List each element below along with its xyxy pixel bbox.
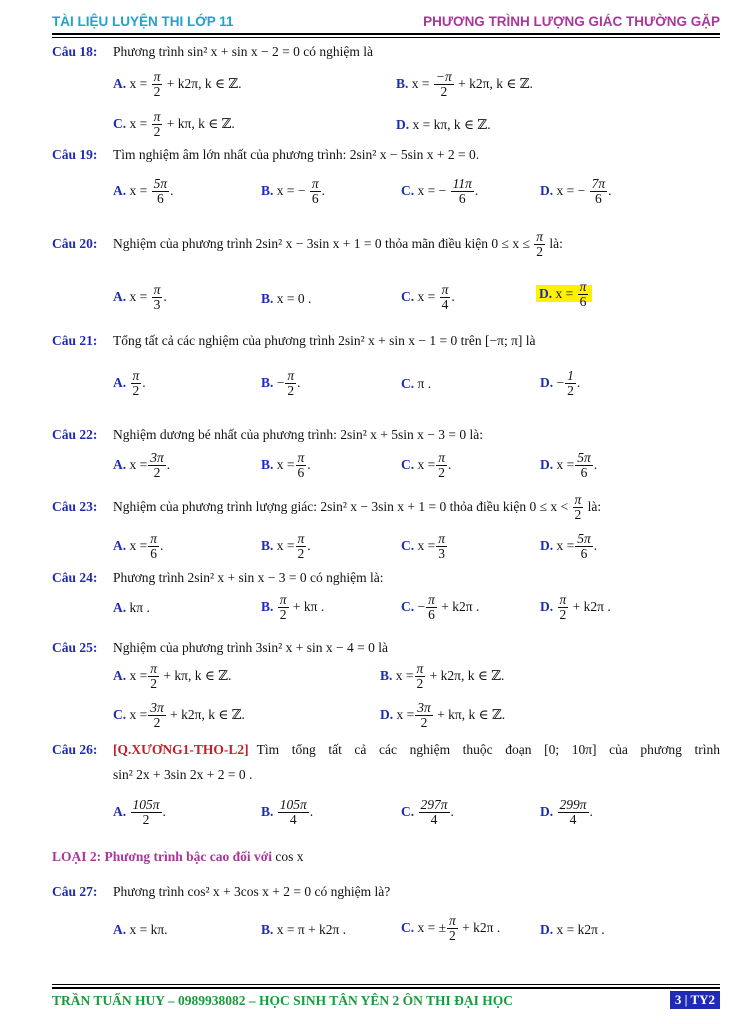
option-prefix: −	[276, 374, 285, 390]
question-24	[52, 570, 720, 586]
numerator: π	[449, 913, 456, 928]
option-letter: D.	[540, 456, 554, 472]
question-20	[52, 230, 720, 259]
option-suffix: + kπ, k ∈ ℤ.	[166, 115, 235, 131]
numerator: π	[574, 492, 582, 507]
question-text: Phương trình sin² x + sin x − 2 = 0 có nghiệm là	[113, 44, 373, 59]
option-suffix: + k2π, k ∈ ℤ.	[458, 75, 533, 91]
fraction	[415, 662, 426, 691]
option-letter: D.	[540, 374, 554, 390]
option-prefix: x =	[396, 706, 415, 722]
denominator: 2	[420, 715, 428, 731]
fraction	[310, 177, 321, 206]
option-letter: D.	[540, 803, 554, 819]
option-letter: D.	[540, 922, 554, 937]
fraction	[575, 451, 593, 480]
option-d[interactable]: D. x = $\frac{5\pi}{6}$ .	[540, 450, 598, 481]
fraction	[419, 798, 450, 827]
option-letter: B.	[261, 598, 274, 614]
question-number: Câu 20:	[52, 235, 98, 251]
option-prefix: x = −	[276, 182, 306, 198]
question-text: Nghiệm của phương trình 2sin² x − 3sin x + 1 = 0 thỏa mãn điều kiện 0 ≤ x ≤	[113, 235, 530, 251]
option-suffix: + k2π, k ∈ ℤ.	[429, 667, 505, 683]
fraction	[131, 798, 162, 827]
numerator: π	[559, 592, 567, 607]
option-c[interactable]: C. $\frac{297\pi}{4}$ .	[401, 797, 454, 828]
option-prefix: x =	[129, 537, 148, 553]
option-c[interactable]: C. x = − $\frac{11\pi}{6}$ .	[401, 176, 479, 207]
fraction	[534, 230, 545, 259]
option-a[interactable]: A. $\frac{\pi}{2}$ .	[113, 368, 146, 399]
header-left-title: TÀI LIỆU LUYỆN THI LỚP 11	[52, 14, 234, 29]
option-d[interactable]	[380, 701, 505, 730]
option-prefix: x =	[417, 537, 436, 553]
denominator: 2	[150, 676, 157, 692]
option-letter: C.	[401, 537, 415, 553]
denominator: 4	[430, 812, 438, 828]
option-text: x = π + k2π .	[276, 922, 347, 937]
question-26	[52, 742, 720, 758]
denominator: 6	[150, 546, 157, 562]
option-prefix: x =	[395, 667, 414, 683]
option-d[interactable]: D. $\frac{299\pi}{4}$ .	[540, 797, 593, 828]
option-letter: C.	[401, 376, 415, 391]
question-23	[52, 493, 720, 522]
numerator: 3π	[150, 450, 164, 465]
denominator: 2	[567, 383, 574, 399]
option-letter: D.	[540, 182, 554, 198]
question-number: Câu 27:	[52, 884, 98, 899]
fraction	[296, 451, 307, 480]
option-suffix: + kπ, k ∈ ℤ.	[163, 667, 232, 683]
option-letter: A.	[113, 667, 127, 683]
fraction	[440, 283, 451, 312]
option-text: x = 0 .	[276, 291, 312, 306]
option-letter: A.	[113, 75, 127, 91]
numerator: 105π	[279, 797, 307, 812]
option-c[interactable]: C. x = $\frac{\pi}{4}$ .	[401, 282, 455, 313]
numerator: 1	[567, 368, 574, 383]
option-suffix: + k2π .	[441, 598, 480, 614]
option-prefix: x =	[276, 537, 295, 553]
numerator: π	[428, 592, 435, 607]
section-expression: cos x	[275, 849, 304, 864]
fraction	[278, 798, 309, 827]
option-a[interactable]	[113, 70, 242, 99]
question-text: Tổng tất cả các nghiệm của phương trình 2sin² x + sin x − 1 = 0 trên [−π; π] là	[113, 333, 536, 348]
option-suffix: + k2π .	[462, 919, 501, 935]
denominator: 2	[559, 607, 567, 623]
numerator: π	[150, 531, 158, 546]
denominator: 2	[153, 715, 161, 731]
numerator: 5π	[153, 176, 168, 191]
option-d[interactable]: D. x = − $\frac{7\pi}{6}$ .	[540, 176, 612, 207]
question-26-continuation: sin² 2x + 3sin 2x + 2 = 0 .	[113, 767, 253, 782]
question-text: Nghiệm của phương trình 3sin² x + sin x − 4 = 0 là	[113, 640, 388, 655]
numerator: 11π	[452, 176, 472, 191]
highlighted-answer	[536, 279, 592, 310]
fraction	[148, 532, 159, 561]
fraction	[152, 177, 170, 206]
question-22	[52, 427, 720, 443]
option-letter: B.	[261, 803, 274, 819]
option-c[interactable]: C. x = $\frac{\pi}{2}$ .	[401, 450, 452, 481]
option-prefix: x = ±	[417, 919, 447, 935]
fraction	[573, 493, 584, 522]
option-prefix: x =	[556, 456, 575, 472]
denominator: 2	[416, 676, 424, 692]
denominator: 6	[580, 546, 588, 562]
fraction	[152, 70, 163, 99]
numerator: π	[132, 368, 140, 383]
header-rule-thin	[52, 37, 720, 38]
header-rule	[52, 33, 720, 35]
fraction	[436, 532, 447, 561]
option-letter: C.	[113, 706, 127, 722]
numerator: π	[153, 69, 161, 84]
fraction	[436, 451, 447, 480]
option-d[interactable]: D. x = $\frac{5\pi}{6}$ .	[540, 531, 598, 562]
option-c[interactable]	[113, 110, 235, 139]
question-number: Câu 19:	[52, 147, 98, 162]
option-letter: B.	[261, 182, 274, 198]
option-letter: B.	[261, 537, 274, 553]
fraction	[152, 283, 163, 312]
fraction	[558, 798, 589, 827]
option-prefix: x =	[129, 706, 148, 722]
denominator: 2	[153, 84, 161, 100]
option-prefix: x =	[417, 288, 436, 304]
denominator: 6	[297, 465, 305, 481]
question-21	[52, 333, 720, 349]
denominator: 6	[579, 294, 587, 310]
option-letter: B.	[261, 456, 274, 472]
question-number: Câu 18:	[52, 44, 98, 59]
fraction	[575, 532, 593, 561]
question-text: Tìm tổng tất cả các nghiệm thuộc đoạn [0; 10π] của phương trình	[256, 742, 720, 757]
denominator: 6	[458, 191, 466, 207]
question-tag: [Q.XƯƠNG1-THO-L2]	[113, 742, 249, 757]
option-a[interactable]: A. x = $\frac{5\pi}{6}$ .	[113, 176, 174, 207]
question-number: Câu 26:	[52, 742, 98, 757]
numerator: 105π	[132, 797, 160, 812]
option-b[interactable]	[261, 291, 311, 307]
question-number: Câu 21:	[52, 333, 98, 348]
option-text: π .	[417, 376, 432, 391]
option-c[interactable]	[113, 701, 245, 730]
option-prefix: x =	[411, 75, 430, 91]
question-number: Câu 22:	[52, 427, 98, 442]
option-letter: A.	[113, 537, 127, 553]
fraction	[152, 110, 163, 139]
option-letter: B.	[380, 667, 393, 683]
option-a[interactable]: A. $\frac{105\pi}{2}$ .	[113, 797, 166, 828]
option-prefix: x =	[129, 667, 148, 683]
option-b[interactable]: B. $\frac{105\pi}{4}$ .	[261, 797, 314, 828]
denominator: 2	[287, 383, 295, 399]
numerator: π	[153, 109, 161, 124]
option-prefix: x =	[129, 456, 148, 472]
denominator: 6	[428, 607, 435, 623]
option-prefix: x =	[129, 182, 148, 198]
denominator: 2	[297, 546, 305, 562]
option-suffix: + k2π, k ∈ ℤ.	[166, 75, 242, 91]
fraction	[447, 914, 458, 943]
option-letter: B.	[261, 291, 274, 306]
question-27	[52, 884, 720, 900]
question-text: Phương trình cos² x + 3cos x + 2 = 0 có nghiệm là?	[113, 884, 391, 899]
fraction	[278, 593, 289, 622]
option-d[interactable]	[396, 117, 491, 133]
question-tail: là:	[587, 498, 602, 514]
numerator: π	[416, 661, 424, 676]
header-right-title: PHƯƠNG TRÌNH LƯỢNG GIÁC THƯỜNG GẶP	[423, 14, 720, 29]
footer-rule-thin	[52, 984, 720, 985]
option-text: kπ .	[129, 600, 150, 615]
option-letter: D.	[539, 285, 553, 301]
question-18	[52, 44, 720, 60]
numerator: 7π	[591, 176, 606, 191]
option-a[interactable]: A. x = $\frac{3\pi}{2}$ .	[113, 450, 171, 481]
fraction	[590, 177, 608, 206]
option-suffix: + kπ .	[292, 598, 325, 614]
numerator: −π	[435, 69, 452, 84]
option-d[interactable]	[540, 593, 611, 622]
option-letter: B.	[261, 374, 274, 390]
section-label: LOẠI 2: Phương trình bậc cao đối với	[52, 849, 272, 864]
numerator: π	[297, 531, 305, 546]
option-d[interactable]: D. − $\frac{1}{2}$ .	[540, 368, 581, 399]
denominator: 6	[580, 465, 588, 481]
denominator: 4	[289, 812, 297, 828]
denominator: 2	[153, 465, 161, 481]
option-prefix: x =	[129, 288, 148, 304]
numerator: 297π	[420, 797, 448, 812]
question-25	[52, 640, 720, 656]
option-prefix: x =	[129, 115, 148, 131]
option-letter: C.	[401, 288, 415, 304]
option-b[interactable]: B. x = $\frac{\pi}{6}$ .	[261, 450, 311, 481]
fraction	[131, 369, 142, 398]
denominator: 6	[311, 191, 319, 207]
question-text: Nghiệm dương bé nhất của phương trình: 2sin² x + 5sin x − 3 = 0 là:	[113, 427, 484, 442]
option-letter: D.	[380, 706, 394, 722]
denominator: 2	[440, 84, 448, 100]
option-letter: A.	[113, 374, 127, 390]
option-c[interactable]	[401, 376, 431, 392]
option-letter: A.	[113, 456, 127, 472]
numerator: 5π	[577, 450, 591, 465]
option-prefix: x = −	[417, 182, 447, 198]
numerator: π	[311, 176, 319, 191]
option-letter: C.	[401, 182, 415, 198]
numerator: 299π	[559, 797, 587, 812]
denominator: 2	[153, 124, 161, 140]
fraction	[434, 70, 454, 99]
option-suffix: + k2π .	[572, 598, 611, 614]
numerator: 3π	[150, 700, 164, 715]
question-number: Câu 25:	[52, 640, 98, 655]
fraction	[451, 177, 474, 206]
fraction	[578, 280, 589, 309]
option-prefix: −	[556, 374, 565, 390]
denominator: 2	[279, 607, 287, 623]
denominator: 6	[594, 191, 602, 207]
option-letter: C.	[401, 598, 415, 614]
question-19	[52, 147, 720, 163]
option-a[interactable]	[113, 662, 231, 691]
question-text: Phương trình 2sin² x + sin x − 3 = 0 có nghiệm là:	[113, 570, 384, 585]
numerator: π	[536, 229, 544, 244]
option-letter: A.	[113, 288, 127, 304]
denominator: 3	[438, 546, 445, 562]
denominator: 2	[574, 507, 582, 523]
question-text: Tìm nghiệm âm lớn nhất của phương trình: 2sin² x − 5sin x + 2 = 0.	[113, 147, 480, 162]
option-c[interactable]	[401, 914, 500, 943]
option-prefix: x =	[129, 75, 148, 91]
option-letter: C.	[113, 115, 127, 131]
denominator: 6	[157, 191, 164, 207]
denominator: 4	[441, 297, 449, 313]
option-d[interactable]	[536, 280, 592, 309]
fraction	[296, 532, 307, 561]
denominator: 2	[536, 244, 543, 260]
option-text: x = kπ.	[129, 922, 168, 937]
option-b[interactable]: B. − $\frac{\pi}{2}$ .	[261, 368, 301, 399]
numerator: π	[441, 282, 449, 297]
question-number: Câu 24:	[52, 570, 98, 585]
option-suffix: + k2π, k ∈ ℤ.	[170, 706, 245, 722]
option-b[interactable]	[261, 922, 346, 938]
option-letter: B.	[396, 75, 409, 91]
option-suffix: + kπ, k ∈ ℤ.	[437, 706, 506, 722]
option-prefix: −	[417, 598, 426, 614]
question-number: Câu 23:	[52, 498, 98, 514]
fraction	[426, 593, 437, 622]
option-text: x = kπ, k ∈ ℤ.	[412, 117, 491, 132]
numerator: π	[579, 279, 587, 294]
option-prefix: x = −	[556, 182, 586, 198]
option-text: x = k2π .	[556, 922, 605, 937]
option-b[interactable]	[396, 70, 533, 99]
fraction	[558, 593, 569, 622]
option-d[interactable]	[540, 922, 605, 938]
option-b[interactable]	[380, 662, 504, 691]
option-prefix: x =	[417, 456, 436, 472]
denominator: 4	[569, 812, 577, 828]
option-letter: C.	[401, 919, 415, 935]
option-letter: D.	[540, 598, 554, 614]
fraction	[565, 369, 576, 398]
option-a[interactable]	[113, 922, 168, 938]
option-c[interactable]	[401, 593, 479, 622]
fraction	[148, 451, 166, 480]
option-letter: C.	[401, 803, 415, 819]
denominator: 2	[449, 928, 456, 944]
option-prefix: x =	[556, 537, 575, 553]
numerator: π	[438, 531, 446, 546]
denominator: 3	[153, 297, 161, 313]
option-prefix: x =	[555, 285, 574, 301]
option-c[interactable]	[401, 532, 448, 561]
footer-author: TRẦN TUẤN HUY – 0989938082 – HỌC SINH TÂN YÊN 2 ÔN THI ĐẠI HỌC	[52, 993, 514, 1008]
option-letter: A.	[113, 182, 127, 198]
numerator: π	[297, 450, 305, 465]
option-letter: C.	[401, 456, 415, 472]
option-a[interactable]: A. x = $\frac{\pi}{6}$ .	[113, 531, 164, 562]
option-letter: A.	[113, 600, 127, 615]
denominator: 2	[132, 383, 140, 399]
option-letter: A.	[113, 922, 127, 937]
numerator: π	[287, 368, 295, 383]
option-letter: D.	[540, 537, 554, 553]
option-b[interactable]: B. x = $\frac{\pi}{2}$ .	[261, 531, 311, 562]
option-letter: D.	[396, 117, 410, 132]
section-heading	[52, 849, 303, 865]
fraction	[148, 662, 159, 691]
numerator: 5π	[577, 531, 591, 546]
option-letter: A.	[113, 803, 127, 819]
denominator: 2	[142, 812, 150, 828]
page-number: 3 | TY2	[670, 991, 720, 1009]
option-b[interactable]: B. x = − $\frac{\pi}{6}$ .	[261, 176, 326, 207]
option-letter: B.	[261, 922, 274, 937]
option-a[interactable]: A. x = $\frac{\pi}{3}$ .	[113, 282, 167, 313]
option-a[interactable]	[113, 600, 150, 616]
numerator: π	[438, 450, 446, 465]
option-b[interactable]	[261, 593, 324, 622]
denominator: 2	[438, 465, 445, 481]
numerator: π	[150, 661, 158, 676]
fraction	[415, 701, 433, 730]
fraction	[148, 701, 166, 730]
question-tail: là:	[549, 235, 563, 251]
option-prefix: x =	[276, 456, 295, 472]
numerator: π	[153, 282, 161, 297]
fraction	[285, 369, 296, 398]
numerator: 3π	[417, 700, 431, 715]
footer-rule	[52, 987, 720, 989]
question-text: Nghiệm của phương trình lượng giác: 2sin² x − 3sin x + 1 = 0 thỏa điều kiện 0 ≤ x <	[113, 498, 569, 514]
numerator: π	[279, 592, 287, 607]
